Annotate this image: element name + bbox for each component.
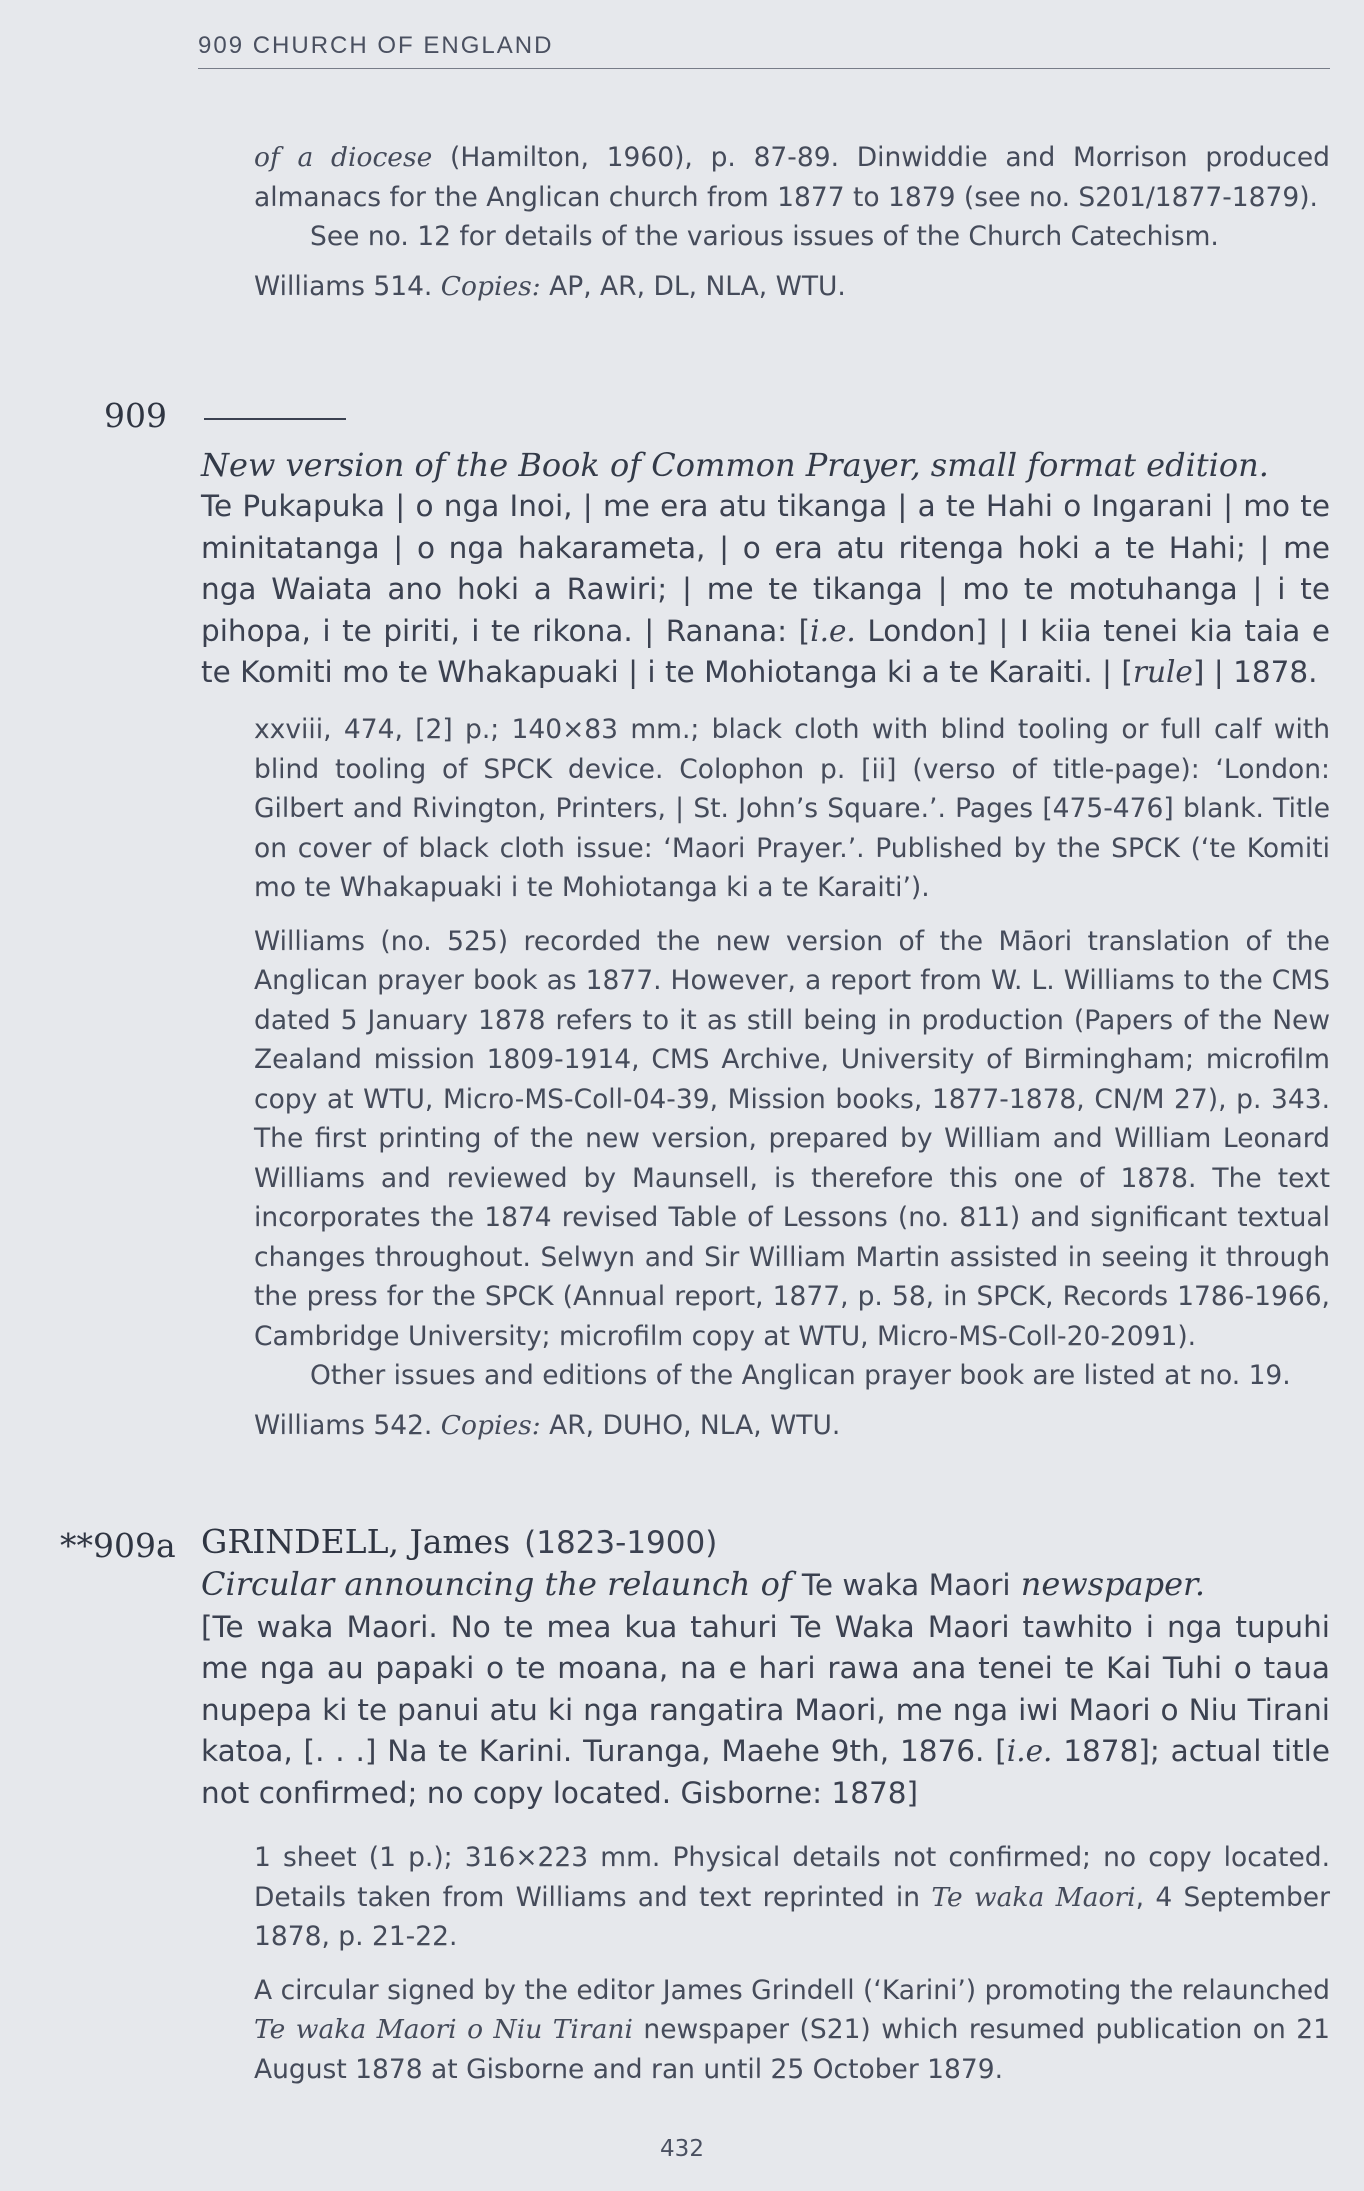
entry-908-see-note: See no. 12 for details of the various issues of the Church Catechism.	[310, 221, 1219, 252]
entry-909a-number: **909a	[60, 1526, 176, 1565]
entry-909a-note	[254, 1971, 1330, 2090]
entry-909-collation: xxviii, 474, [2] p.; 140×83 mm.; black cloth with blind tooling or full calf with blind tooling of SPCK device. Colophon p. [ii] (verso of title-page): ‘London: Gilbert and Rivington, Printers, | St. John’s Square.’. Pages [475-476] blank. Title on cover of black cloth issue: ‘Maori Prayer.’. Published by the SPCK (‘te Komiti mo te Whakapuaki i te Mohiotanga ki a te Karaiti’).	[254, 714, 1330, 903]
entry-908-copies-label: Copies:	[440, 270, 541, 302]
entry-909-transcription	[201, 486, 1330, 694]
entry-909-author-rule	[204, 418, 346, 420]
entry-909-transcription-text: Te Pukapuka | o nga Inoi, | me era atu tikanga | a te Hahi o Ingarani | mo te minitatanga | o nga hakarameta, | o era atu ritenga hoki a te Hahi; | me nga Waiata ano hoki a Rawiri; | me te tikanga | mo te motuhanga | i te pihopa, i te piriti, i te rikona. | Ranana: [	[201, 489, 1330, 648]
entry-909a-heading	[201, 1522, 1330, 1561]
entry-908-note-title: of a diocese	[254, 142, 433, 173]
entry-909a-collation-a: 1 sheet (1 p.); 316×223 mm. Physical details not confirmed; no copy located. Details taken from Williams and text reprinted in	[254, 1842, 1330, 1913]
page-number: 432	[660, 2136, 704, 2162]
entry-908-williams: Williams 514.	[254, 270, 441, 302]
entry-909a-transcription-text-2: 1878]; actual title not confirmed; no copy located. Gisborne: 1878]	[201, 1734, 1330, 1810]
entry-909-transcription-text-2: London] | I kiia tenei kia taia e te Komiti mo te Whakapuaki | i te Mohiotanga ki a te Karaiti. | [	[201, 613, 1330, 689]
entry-909a-ie: i.e.	[1006, 1734, 1053, 1768]
entry-909a-title-roman: Te waka Maori	[801, 1568, 1011, 1602]
entry-909a-collation	[254, 1838, 1330, 1957]
entry-909a-dates: (1823-1900)	[524, 1525, 718, 1561]
entry-909a-transcription	[201, 1607, 1330, 1815]
entry-909a-note-ital: Te waka Maori o Niu Tirani	[254, 2014, 633, 2045]
entry-909a-note-a: A circular signed by the editor James Grindell (‘Karini’) promoting the relaunched	[254, 1974, 1330, 2006]
entry-909a	[201, 1522, 1330, 1814]
entry-909a-author: GRINDELL, James	[201, 1522, 511, 1561]
entry-909a-note-b: newspaper (S21) which resumed publication on 21 August 1878 at Gisborne and ran until 25 October 1879.	[254, 2014, 1330, 2085]
entry-909a-details	[254, 1838, 1330, 2089]
entry-908-continuation	[254, 138, 1330, 306]
entry-909-copies	[254, 1406, 1330, 1446]
entry-909-copies-list: AR, DUHO, NLA, WTU.	[540, 1409, 841, 1441]
entry-908-note-text: (Hamilton, 1960), p. 87-89. Dinwiddie and Morrison produced almanacs for the Anglican church from 1877 to 1879 (see no. S201/1877-1879).	[254, 142, 1330, 213]
entry-909-williams: Williams 542.	[254, 1409, 441, 1441]
entry-909a-title	[201, 1563, 1330, 1607]
entry-909-number: 909	[104, 396, 167, 435]
entry-909-title: New version of the Book of Common Prayer, small format edition.	[201, 446, 1269, 484]
entry-909-note: Williams (no. 525) recorded the new version of the Māori translation of the Anglican prayer book as 1877. However, a report from W. L. Williams to the CMS dated 5 January 1878 refers to it as still being in production (Papers of the New Zealand mission 1809-1914, CMS Archive, University of Birmingham; microfilm copy at WTU, Micro-MS-Coll-04-39, Mission books, 1877-1878, CN/M 27), p. 343. The first printing of the new version, prepared by William and William Leonard Williams and reviewed by Maunsell, is therefore this one of 1878. The text incorporates the 1874 revised Table of Lessons (no. 811) and significant textual changes throughout. Selwyn and Sir William Martin assisted in seeing it through the press for the SPCK (Annual report, 1877, p. 58, in SPCK, Records 1786-1966, Cambridge University; microfilm copy at WTU, Micro-MS-Coll-20-2091).	[254, 925, 1330, 1352]
entry-909-rule: rule	[1132, 655, 1193, 689]
entry-908-copies-list: AP, AR, DL, NLA, WTU.	[540, 270, 846, 302]
entry-909a-collation-ital: Te waka Maori	[931, 1881, 1136, 1913]
entry-908-copies	[254, 267, 1330, 307]
entry-909-ie: i.e.	[810, 613, 856, 648]
entry-909-copies-label: Copies:	[440, 1409, 541, 1441]
entry-909-other-issues: Other issues and editions of the Anglican prayer book are listed at no. 19.	[310, 1360, 1291, 1391]
entry-909a-transcription-text: [Te waka Maori. No te mea kua tahuri Te Waka Maori tawhito i nga tupuhi me nga au papaki o te moana, na e hari rawa ana tenei te Kai Tuhi o taua nupepa ki te panui atu ki nga rangatira Maori, me nga iwi Maori o Niu Tirani katoa, [. . .] Na te Karini. Turanga, Maehe 9th, 1876. [	[201, 1609, 1330, 1768]
entry-909a-collation-b: , 4 September 1878, p. 21-22.	[254, 1881, 1330, 1952]
running-head: 909 CHURCH OF ENGLAND	[198, 32, 1330, 69]
entry-909-details	[254, 710, 1330, 1445]
entry-909-transcription-text-3: ] | 1878.	[1192, 655, 1318, 689]
entry-909a-title-a: Circular announcing the relaunch of	[201, 1565, 802, 1603]
entry-909a-title-b: newspaper.	[1010, 1565, 1205, 1603]
entry-908-note	[254, 138, 1330, 217]
entry-909	[201, 444, 1330, 694]
